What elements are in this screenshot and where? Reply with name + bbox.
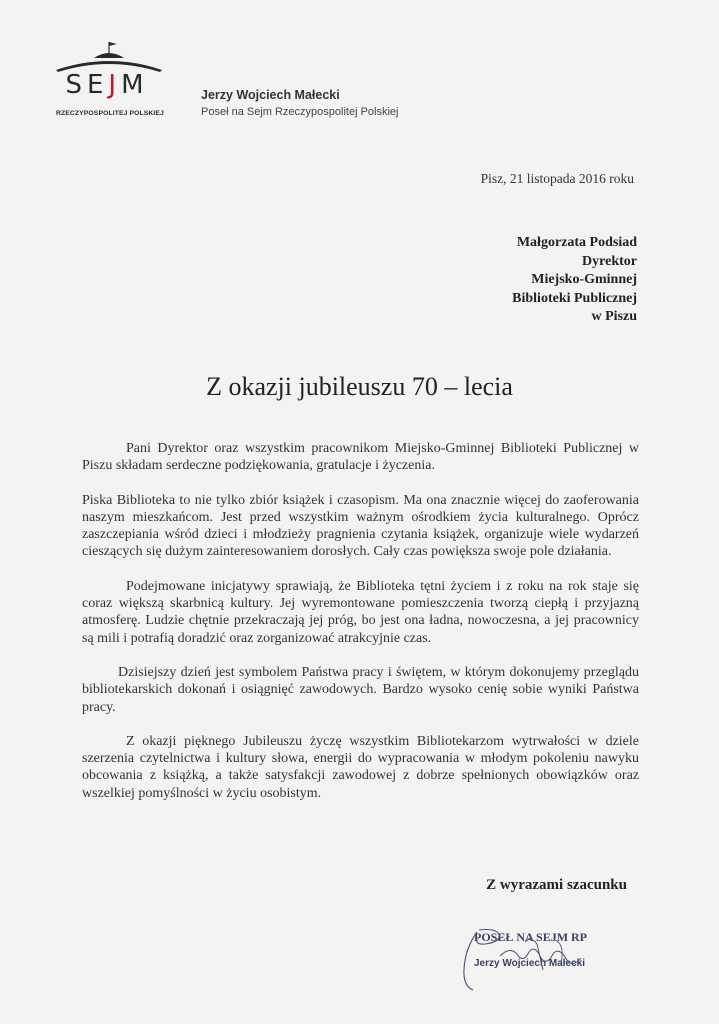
addressee-line: w Piszu [591, 309, 637, 324]
addressee-line: Miejsko-Gminnej [531, 272, 637, 287]
letter-body [82, 440, 639, 819]
letter-date: Pisz, 21 listopada 2016 roku [480, 171, 634, 186]
handwritten-signature-icon [455, 924, 625, 994]
closing-phrase: Z wyrazami szacunku [486, 877, 627, 893]
stamp-title: POSEŁ NA SEJM RP [474, 930, 588, 944]
stamp-name: Jerzy Wojciech Małecki [474, 958, 585, 969]
body-paragraph: Piska Biblioteka to nie tylko zbiór książek i czasopism. Ma ona znacznie więcej do zaoferowania naszym mieszkańcom. Jest przed wszystkim ważnym ośrodkiem życia kulturalnego. Oprócz zaszczepiania wśród dzieci i młodzieży pragnienia czytania książek, organizuje wiele wydarzeń cieszących się dużym zainteresowaniem dorosłych. Cały czas powiększa swoje pole działania. [82, 492, 639, 560]
sejm-wordmark: SEJM [65, 70, 149, 100]
body-paragraph: Dzisiejszy dzień jest symbolem Państwa pracy i świętem, w którym dokonujemy przeglądu bibliotekarskich dokonań i osiągnięć zawodowych. Bardzo wysoko cenię sobie wyniki Państwa pracy. [82, 664, 639, 715]
body-paragraph: Pani Dyrektor oraz wszystkim pracownikom Miejsko-Gminnej Biblioteki Publicznej w Piszu składam serdeczne podziękowania, gratulacje i życzenia. [82, 441, 639, 474]
sender-title: Poseł na Sejm Rzeczypospolitej Polskiej [201, 106, 399, 118]
signature-stamp [455, 924, 625, 994]
body-paragraph: Podejmowane inicjatywy sprawiają, że Biblioteka tętni życiem i z roku na rok staje się coraz większą skarbnicą kultury. Jej wyremontowane pomieszczenia tworzą ciepłą i przyjazną atmosferę. Ludzie chętnie przekraczają jej próg, bo jest ona ładna, nowoczesna, a jej pracownicy są mili i potrafią doradzić oraz zorganizować atrakcyjnie czas. [82, 578, 639, 646]
body-paragraph: Z okazji pięknego Jubileuszu życzę wszystkim Bibliotekarzom wytrwałości w dziele szerzenia czytelnictwa i kultury słowa, energii do wypracowania w młodym pokoleniu nawyku obcowania z książką, a także satysfakcji zawodowej z dobrze spełnionych obowiązków oraz wszelkiej pomyślności w życiu osobistym. [82, 733, 639, 801]
sejm-logo [50, 38, 168, 122]
addressee-line: Małgorzata Podsiad [516, 235, 637, 250]
letter-heading: Z okazji jubileuszu 70 – lecia [206, 372, 513, 401]
addressee-line: Dyrektor [582, 253, 637, 269]
logo-subtitle: RZECZYPOSPOLITEJ POLSKIEJ [56, 110, 164, 117]
addressee-block [512, 234, 637, 327]
addressee-line: Biblioteki Publicznej [512, 290, 637, 306]
sender-name: Jerzy Wojciech Małecki [201, 88, 340, 102]
